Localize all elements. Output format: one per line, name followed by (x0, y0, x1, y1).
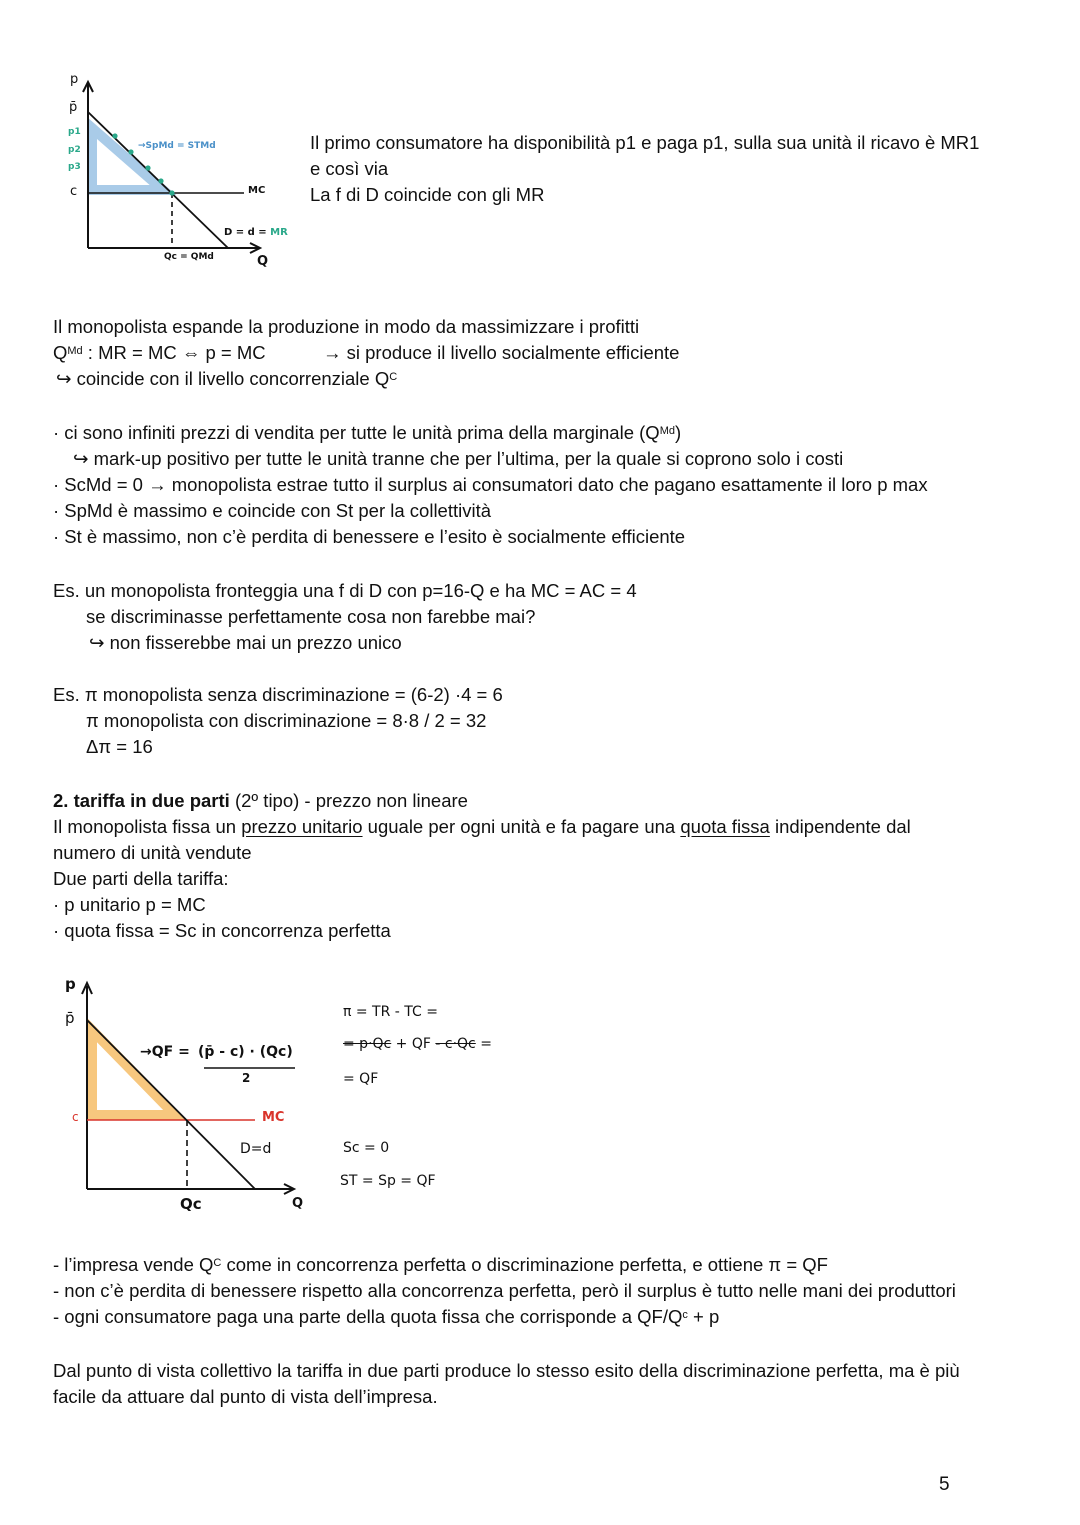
conclusion-2: - non c’è perdita di benessere rispetto alla concorrenza perfetta, però il surplus è tutto nelle mani dei produttori (53, 1280, 956, 1301)
example2-line-1: Es. π monopolista senza discriminazione = (6-2) ·4 = 6 (53, 684, 503, 705)
text: - l’impresa vende Q (53, 1254, 214, 1275)
bullet-3: · SpMd è massimo e coincide con St per la collettività (53, 500, 492, 521)
d1-x-axis-label: Q (257, 254, 269, 269)
d1-pbar-label: p̄ (69, 100, 78, 115)
text: come in concorrenza perfetta o discriminazione perfetta, e ottiene π = QF (221, 1254, 828, 1275)
text: indipendente dal (769, 816, 911, 837)
s1-line-1: Il monopolista espande la produzione in modo da massimizzare i profitti (53, 316, 640, 337)
d1-demand-label (224, 227, 288, 238)
example2-line-3: Δπ = 16 (86, 736, 153, 757)
md-superscript: Md (67, 345, 83, 357)
text: + p (687, 1306, 720, 1327)
handnote-line-5: ST = Sp = QF (340, 1173, 436, 1189)
crossed-out-term: - c·Qc (435, 1036, 476, 1052)
d2-x-axis-label: Q (292, 1196, 304, 1211)
d2-demand-label: D=d (240, 1141, 272, 1157)
underlined-prezzo-unitario: prezzo unitario (241, 816, 363, 837)
s1-line-2 (53, 340, 266, 366)
d2-qf-numerator: (p̄ - c) · (Qc) (198, 1044, 293, 1060)
d1-p3-label: p3 (68, 162, 81, 172)
bullet-2: · ScMd = 0 → monopolista estrae tutto il surplus ai consumatori dato che pagano esattamente il loro p max (53, 474, 928, 495)
two-part-tariff-diagram (50, 970, 310, 1220)
s1-line-3 (56, 366, 397, 392)
text: Il monopolista fissa un (53, 816, 242, 837)
intro-line-1: Il primo consumatore ha disponibilità p1 e paga p1, sulla sua unità il ricavo è MR1 (310, 132, 980, 153)
c-superscript: C (213, 1257, 222, 1269)
conclusion-3 (53, 1304, 719, 1330)
d1-c-label: c (70, 184, 78, 199)
perfect-discrimination-diagram (50, 70, 300, 280)
section2-para-line-1 (53, 814, 911, 840)
d2-y-axis-label: p (65, 975, 76, 993)
text: - ogni consumatore paga una parte della quota fissa che corrisponde a QF/Q (53, 1306, 683, 1327)
d1-demand-label-prefix: D = d = (224, 227, 271, 238)
d1-demand-label-mr: MR (270, 227, 288, 238)
d1-mc-label: MC (248, 185, 266, 196)
d2-c-label: c (72, 1110, 79, 1124)
d1-surplus-label: →SpMd = STMd (138, 141, 216, 151)
section2-title-rest: (2º tipo) - prezzo non lineare (229, 790, 468, 811)
section2-parts-title: Due parti della tariffa: (53, 868, 229, 889)
section2-title-bold: 2. tariffa in due parti (53, 790, 230, 811)
d1-q-label: Qc = QMd (164, 252, 214, 262)
d1-p2-label: p2 (68, 145, 81, 155)
handnote-line-3: = QF (343, 1071, 379, 1087)
c-superscript: C (389, 371, 398, 383)
d2-mc-label: MC (262, 1110, 285, 1125)
final-line-2: facile da attuare dal punto di vista dell’impresa. (53, 1386, 438, 1407)
bullet-1-sub: ↪ mark-up positivo per tutte le unità tranne che per l’ultima, per la quale si coprono solo i costi (73, 448, 844, 469)
d2-qf-label: →QF = (140, 1044, 190, 1060)
handnote-line-2 (343, 1036, 492, 1052)
section2-part-1: · p unitario p = MC (53, 894, 206, 915)
section2-part-2: · quota fissa = Sc in concorrenza perfetta (53, 920, 391, 941)
text: uguale per ogni unità e fa pagare una (362, 816, 681, 837)
bullet-1-text: · ci sono infiniti prezzi di vendita per tutte le unità prima della marginale (Q (53, 422, 660, 443)
bullet-1 (53, 420, 681, 446)
section2-title (53, 788, 468, 814)
d2-qf-denominator: 2 (242, 1071, 251, 1085)
handnote-line-1: π = TR - TC = (343, 1004, 438, 1020)
md-superscript: Md (659, 425, 675, 437)
s1-line-2-arrow: → si produce il livello socialmente efficiente (323, 342, 680, 363)
example1-line-3: ↪ non fisserebbe mai un prezzo unico (89, 632, 402, 653)
section2-para-line-2: numero di unità vendute (53, 842, 252, 863)
d2-pbar-label: p̄ (65, 1009, 75, 1027)
handnote-line-4: Sc = 0 (343, 1140, 390, 1156)
bullet-1-end: ) (674, 422, 682, 443)
example1-line-1: Es. un monopolista fronteggia una f di D con p=16-Q e ha MC = AC = 4 (53, 580, 637, 601)
intro-line-2: e così via (310, 158, 389, 179)
intro-line-3: La f di D coincide con gli MR (310, 184, 545, 205)
example1-line-2: se discriminasse perfettamente cosa non farebbe mai? (86, 606, 536, 627)
d2-q-label: Qc (180, 1195, 202, 1213)
d1-p1-label: p1 (68, 127, 81, 137)
s1-line-3-text: ↪ coincide con il livello concorrenziale Q (56, 368, 390, 389)
page-number: 5 (939, 1474, 950, 1495)
underlined-quota-fissa: quota fissa (680, 816, 770, 837)
crossed-out-term: = p·Qc (343, 1036, 392, 1052)
c-superscript: c (682, 1309, 688, 1321)
mr-mc-equation: : MR = MC ⇔ p = MC (82, 342, 266, 363)
equals: = (475, 1036, 492, 1052)
final-line-1: Dal punto di vista collettivo la tariffa in due parti produce lo stesso esito della discriminazione perfetta, ma è più (53, 1360, 960, 1381)
d1-y-axis-label: p (70, 72, 79, 87)
bullet-4: · St è massimo, non c’è perdita di benessere e l’esito è socialmente efficiente (53, 526, 686, 547)
qf-term: + QF (391, 1036, 436, 1052)
conclusion-1 (53, 1252, 828, 1278)
example2-line-2: π monopolista con discriminazione = 8·8 / 2 = 32 (86, 710, 487, 731)
q-symbol: Q (53, 342, 68, 363)
